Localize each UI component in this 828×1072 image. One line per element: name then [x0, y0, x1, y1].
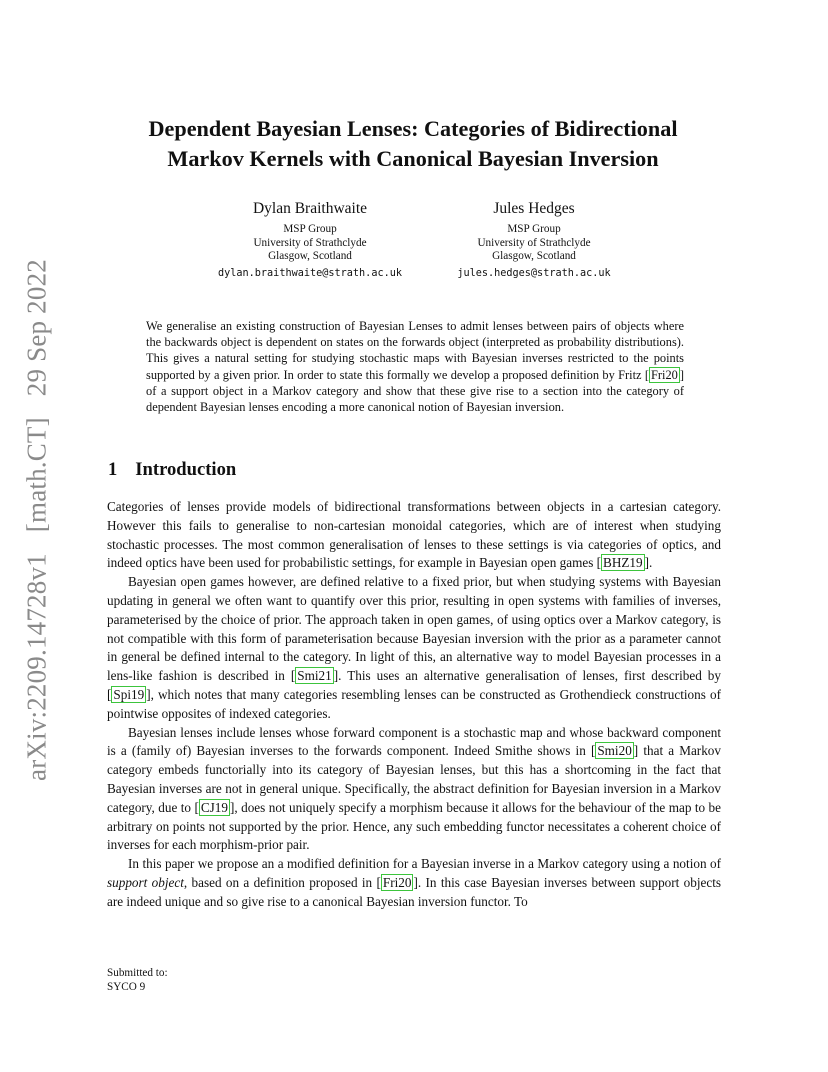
paragraph-text: ] that a Markov category embeds functorially into its category of Bayesian lenses, but this has a shortcoming in the fact that Bayesian inverses are not in general unique. Specifically, the abstract definition for Bayesian inversion in a Markov category, due to [ [107, 743, 721, 815]
citation-link[interactable]: Smi20 [597, 743, 632, 759]
citation-link[interactable]: Fri20 [382, 874, 412, 890]
citation-link[interactable]: Fri20 [651, 367, 678, 382]
author-university: University of Strathclyde [477, 236, 591, 249]
paragraph-text: In this paper we propose an a modified definition for a Bayesian inverse in a Markov category using a notion of [128, 856, 721, 872]
abstract [146, 318, 684, 415]
author-email[interactable]: dylan.braithwaite@strath.ac.uk [217, 267, 402, 279]
arxiv-category: [math.CT] [21, 417, 52, 533]
paragraph-3 [107, 724, 721, 856]
author-1 [190, 198, 430, 281]
citation-link[interactable]: Spi19 [113, 686, 145, 702]
section-heading [108, 459, 236, 481]
paragraph-text: Categories of lenses provide models of bidirectional transformations between objects in a cartesian category. However this fails to generalise to non-cartesian monoidal categories, which are of interest when studying stochastic processes. The most common generalisation of lenses to these settings is via categories of optics, and indeed optics have been used for probabilistic settings, for example in Bayesian open games [ [107, 499, 721, 571]
paragraph-1 [107, 498, 721, 573]
paragraph-text: Bayesian lenses include lenses whose forward component is a stochastic map and whose backward component is a (family of) Bayesian inverses to the forwards component. Indeed Smithe shows in [ [107, 724, 721, 759]
section-number: 1 [108, 459, 118, 480]
title-line-2: Markov Kernels with Canonical Bayesian Inversion [167, 146, 659, 171]
paragraph-text: Bayesian open games however, are defined relative to a fixed prior, but when studying systems with Bayesian updating in general we often want to quantify over this prior, resulting in open systems with families of inverses, parameterised by the choice of prior. The approach taken in open games, of using optics over a Markov category, is not compatible with this form of parameterisation because Bayesian inversion with the prior as a parameter cannot in general be defined internal to the category. In light of this, an alternative way to model Bayesian processes in a lens-like fashion is described in [ [107, 574, 721, 684]
body-text [107, 498, 721, 912]
arxiv-date: 29 Sep 2022 [21, 259, 52, 397]
submission-footer [107, 966, 168, 994]
abstract-text: We generalise an existing construction of Bayesian Lenses to admit lenses between pairs of objects where the backwards object is dependent on states on the forwards object (interpreted as probability distributions). This gives a natural setting for studying stochastic maps with Bayesian inverses restricted to the points supported by a given prior. In order to state this formally we develop a proposed definition by Fritz [ [146, 319, 684, 382]
author-name: Dylan Braithwaite [252, 200, 368, 217]
author-university: University of Strathclyde [253, 236, 367, 249]
citation-link[interactable]: Smi21 [297, 668, 332, 684]
paragraph-2 [107, 573, 721, 723]
author-email[interactable]: jules.hedges@strath.ac.uk [457, 267, 611, 279]
paragraph-text: ]. This uses an alternative generalisation of lenses, first described by [ [107, 668, 721, 702]
author-location: Glasgow, Scotland [268, 250, 352, 262]
author-group: MSP Group [283, 223, 337, 235]
footer-submitted: Submitted to: [107, 967, 168, 979]
author-2 [414, 198, 654, 281]
paragraph-4 [107, 855, 721, 911]
author-location: Glasgow, Scotland [492, 250, 576, 262]
section-title: Introduction [135, 459, 237, 480]
arxiv-id: arXiv:2209.14728v1 [21, 553, 52, 781]
paragraph-text: ]. [644, 555, 653, 571]
paper-title [107, 114, 719, 174]
arxiv-sidebar-stamp [22, 252, 53, 788]
footer-venue: SYCO 9 [107, 981, 146, 993]
citation-link[interactable]: CJ19 [200, 799, 228, 815]
author-group: MSP Group [507, 223, 561, 235]
author-name: Jules Hedges [493, 200, 575, 217]
paragraph-text: ]. In this case Bayesian inverses between support objects are indeed unique and so give rise to a canonical Bayesian inversion functor. To [107, 874, 722, 909]
emphasis-support-object: support object [107, 874, 184, 890]
citation-link[interactable]: BHZ19 [603, 555, 643, 571]
paragraph-text: ], which notes that many categories resembling lenses can be constructed as Grothendieck constructions of pointwise opposites of indexed categories. [107, 686, 721, 721]
paragraph-text: ], does not uniquely specify a morphism because it allows for the behaviour of the map to be arbitrary on points not supported by the prior. Hence, any such embedding functor necessitates a coherent choice of inverses for each morphism-prior pair. [107, 799, 721, 853]
paragraph-text: , based on a definition proposed in [ [183, 874, 381, 890]
abstract-text: ] of a support object in a Markov category and show that these give rise to a section into the category of dependent Bayesian lenses encoding a more canonical notion of Bayesian inversion. [146, 367, 684, 415]
title-line-1: Dependent Bayesian Lenses: Categories of Bidirectional [148, 116, 678, 141]
